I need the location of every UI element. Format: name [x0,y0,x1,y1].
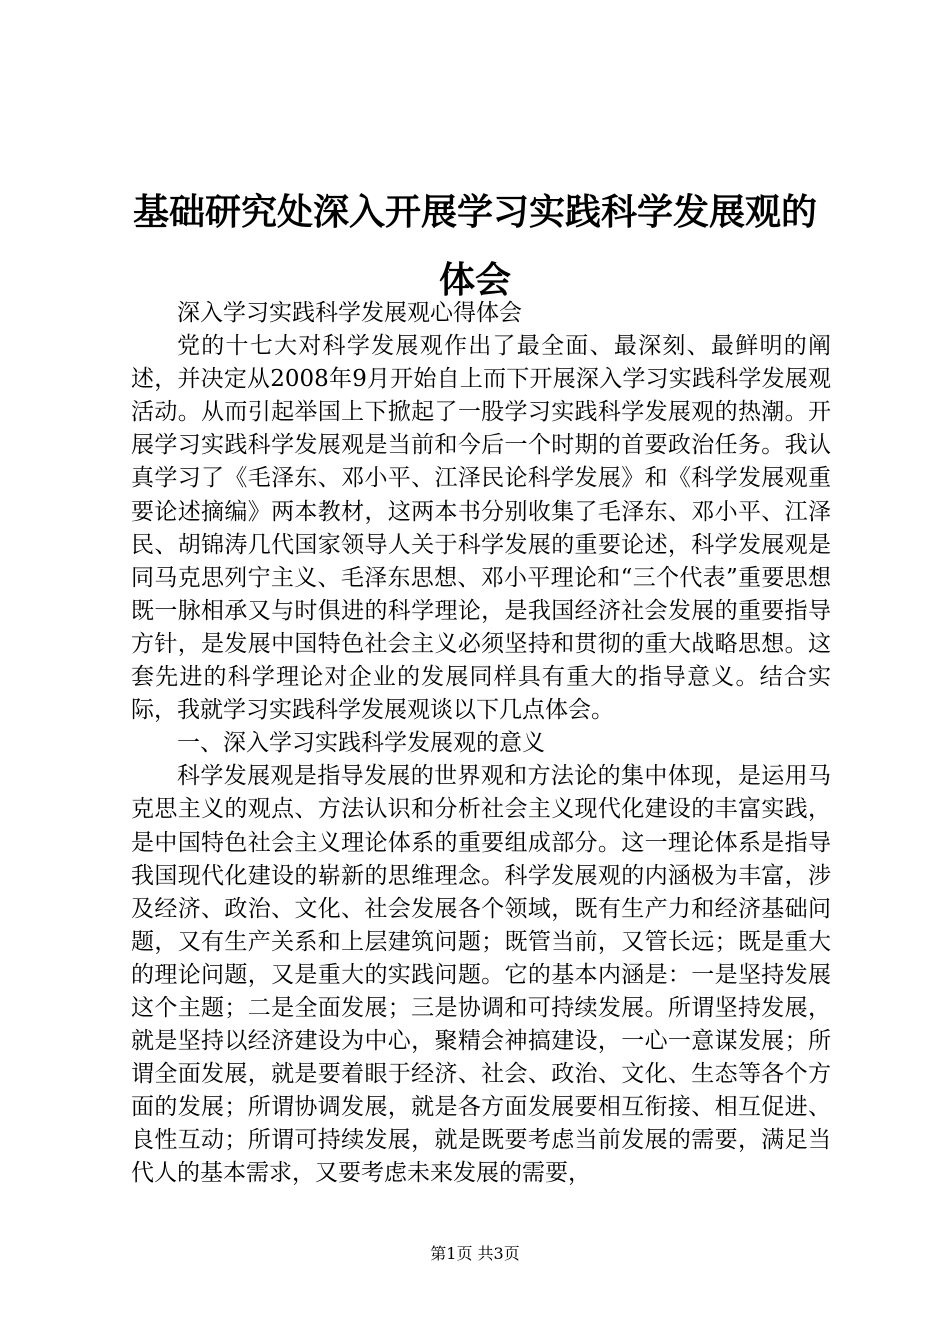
paragraph: 党的十七大对科学发展观作出了最全面、最深刻、最鲜明的阐述，并决定从2008年9月开始自上而下开展深入学习实践科学发展观活动。从而引起举国上下掀起了一股学习实践科学发展观的热潮。开展学习实践科学发展观是当前和今后一个时期的首要政治任务。我认真学习了《毛泽东、邓小平、江泽民论科学发展》和《科学发展观重要论述摘编》两本教材，这两本书分别收集了毛泽东、邓小平、江泽民、胡锦涛几代国家领导人关于科学发展的重要论述，科学发展观是同马克思列宁主义、毛泽东思想、邓小平理论和“三个代表”重要思想既一脉相承又与时俱进的科学理论，是我国经济社会发展的重要指导方针，是发展中国特色社会主义必须坚持和贯彻的重大战略思想。这套先进的科学理论对企业的发展同样具有重大的指导意义。结合实际，我就学习实践科学发展观谈以下几点体会。 [131,333,831,724]
document-body [131,297,831,1191]
document-title: 基础研究处深入开展学习实践科学发展观的体会 [132,191,817,301]
page-footer: 第1页 共3页 [430,1244,520,1263]
section-heading: 一、深入学习实践科学发展观的意义 [177,730,545,757]
section-heading: 深入学习实践科学发展观心得体会 [177,300,522,326]
paragraph: 科学发展观是指导发展的世界观和方法论的集中体现，是运用马克思主义的观点、方法认识和分析社会主义现代化建设的丰富实践，是中国特色社会主义理论体系的重要组成部分。这一理论体系是指导我国现代化建设的崭新的思维理念。科学发展观的内涵极为丰富，涉及经济、政治、文化、社会发展各个领域，既有生产力和经济基础问题，又有生产关系和上层建筑问题；既管当前，又管长远；既是重大的理论问题，又是重大的实践问题。它的基本内涵是：一是坚持发展这个主题；二是全面发展；三是协调和可持续发展。所谓坚持发展，就是坚持以经济建设为中心，聚精会神搞建设，一心一意谋发展；所谓全面发展，就是要着眼于经济、社会、政治、文化、生态等各个方面的发展；所谓协调发展，就是各方面发展要相互衔接、相互促进、良性互动；所谓可持续发展，就是既要考虑当前发展的需要，满足当代人的基本需求，又要考虑未来发展的需要， [131,763,831,1187]
